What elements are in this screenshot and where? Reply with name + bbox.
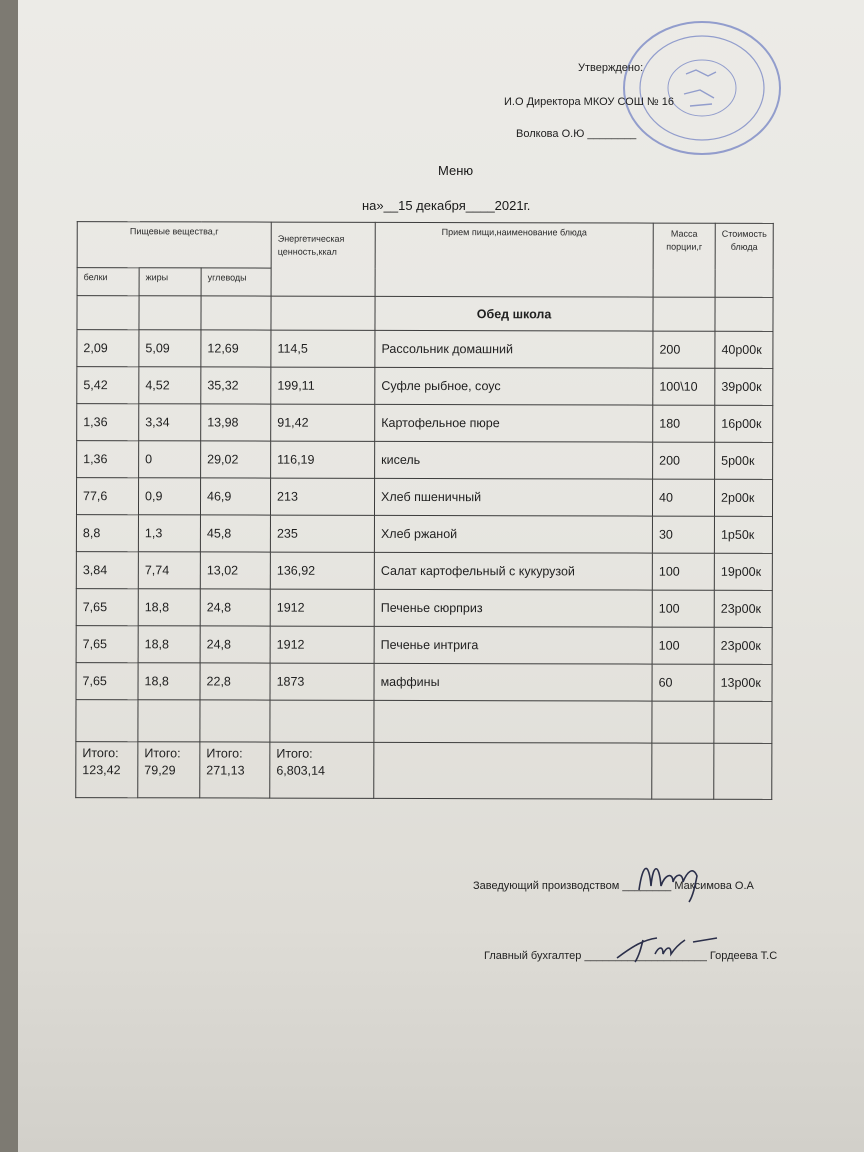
cell-cost: 40р00к: [715, 331, 773, 368]
cell-carbs: 45,8: [200, 515, 270, 552]
cell-dish: маффины: [374, 663, 652, 701]
cell-carbs: 24,8: [200, 626, 270, 663]
cell-energy: 91,42: [271, 404, 375, 441]
cell-carbs: 13,02: [200, 552, 270, 589]
cell-protein: 1,36: [77, 441, 139, 478]
cell-protein: 77,6: [76, 478, 138, 515]
table-row: [76, 626, 772, 665]
cell-dish: кисель: [375, 441, 653, 479]
table-row: [76, 663, 772, 702]
table-row: [76, 552, 772, 591]
header-cost: Стоимость блюда: [715, 223, 773, 297]
cell-dish: Печенье интрига: [374, 626, 652, 664]
date-line: на»__15 декабря____2021г.: [362, 198, 531, 213]
total-energy-value: 6,803,14: [276, 763, 326, 778]
cell-energy: 199,11: [271, 367, 375, 404]
header-mass: Масса порции,г: [653, 223, 715, 297]
head-sign-line: ________: [622, 880, 672, 892]
cell-cost: 16р00к: [715, 405, 773, 442]
round-seal-stamp: [616, 18, 784, 156]
cell-mass: 40: [653, 479, 715, 516]
table-row: [77, 367, 773, 406]
cell-carbs: 35,32: [201, 367, 271, 404]
table-row: [76, 589, 772, 628]
cell-dish: Суфле рыбное, соус: [375, 367, 653, 405]
cell-protein: 2,09: [77, 330, 139, 367]
accountant-sign-line: ____________________: [584, 950, 707, 962]
table-row: [76, 515, 772, 554]
document-title: Меню: [438, 163, 474, 178]
cell-mass: 100: [652, 590, 714, 627]
cell-dish: Салат картофельный с кукурузой: [374, 552, 652, 590]
total-label: Итого:: [206, 746, 243, 761]
total-carbs-value: 271,13: [206, 763, 245, 778]
menu-table: [75, 221, 774, 800]
approver-position: И.О Директора МКОУ СОШ № 16: [504, 96, 674, 108]
approved-label: Утверждено:: [578, 62, 644, 74]
cell-mass: 200: [653, 331, 715, 368]
cell-cost: 23р00к: [714, 627, 772, 664]
table-row: [76, 478, 772, 517]
head-name: Максимова О.А: [674, 880, 754, 892]
cell-protein: 5,42: [77, 367, 139, 404]
cell-energy: 1873: [270, 663, 374, 700]
total-fat: [138, 742, 200, 798]
cell-carbs: 12,69: [201, 330, 271, 367]
cell-carbs: 29,02: [201, 441, 271, 478]
table-header-row: [77, 222, 773, 270]
total-fat-value: 79,29: [144, 763, 176, 778]
cell-fat: 4,52: [139, 367, 201, 404]
cell-dish: Картофельное пюре: [375, 404, 653, 442]
signature-head: [633, 852, 713, 904]
signature-accountant: [613, 928, 723, 968]
subheader-fat: жиры: [139, 268, 201, 296]
table-row: [77, 441, 773, 480]
total-protein-value: 123,42: [82, 763, 121, 778]
cell-fat: 18,8: [138, 626, 200, 663]
total-carbs: [200, 742, 270, 798]
cell-fat: 7,74: [138, 552, 200, 589]
cell-carbs: 24,8: [200, 589, 270, 626]
cell-fat: 3,34: [139, 404, 201, 441]
totals-row: [76, 742, 772, 800]
accountant-role: Главный бухгалтер: [484, 950, 582, 962]
cell-dish: Хлеб пшеничный: [375, 478, 653, 516]
head-role: Заведующий производством: [473, 880, 620, 892]
cell-energy: 1912: [270, 626, 374, 663]
cell-fat: 5,09: [139, 330, 201, 367]
cell-protein: 8,8: [76, 515, 138, 552]
cell-cost: 13р00к: [714, 664, 772, 701]
total-label: Итого:: [276, 746, 313, 761]
subheader-carbs: углеводы: [201, 268, 271, 296]
total-energy: [270, 742, 374, 798]
cell-energy: 235: [270, 515, 374, 552]
table-row: [77, 404, 773, 443]
subheader-protein: белки: [77, 268, 139, 296]
cell-cost: 1р50к: [714, 516, 772, 553]
cell-mass: 30: [652, 516, 714, 553]
cell-energy: 1912: [270, 589, 374, 626]
section-row: [77, 296, 773, 332]
cell-protein: 1,36: [77, 404, 139, 441]
cell-dish: Печенье сюрприз: [374, 589, 652, 627]
cell-mass: 100\10: [653, 368, 715, 405]
cell-cost: 5р00к: [715, 442, 773, 479]
cell-carbs: 22,8: [200, 663, 270, 700]
total-label: Итого:: [82, 746, 119, 761]
total-protein: [76, 742, 138, 798]
cell-energy: 114,5: [271, 330, 375, 367]
cell-fat: 0: [139, 441, 201, 478]
accountant-name: Гордеева Т.С: [709, 950, 778, 962]
cell-mass: 180: [653, 405, 715, 442]
cell-fat: 0,9: [138, 478, 200, 515]
header-meal: Прием пищи,наименование блюда: [375, 222, 653, 297]
cell-dish: Рассольник домашний: [375, 330, 653, 368]
cell-mass: 60: [652, 664, 714, 701]
table-row: [77, 330, 773, 369]
cell-mass: 100: [652, 627, 714, 664]
cell-cost: 2р00к: [715, 479, 773, 516]
cell-fat: 1,3: [138, 515, 200, 552]
approver-name: Волкова О.Ю ________: [516, 128, 637, 140]
cell-protein: 7,65: [76, 626, 138, 663]
section-title: Обед школа: [375, 296, 653, 331]
cell-cost: 39р00к: [715, 368, 773, 405]
cell-carbs: 13,98: [201, 404, 271, 441]
cell-dish: Хлеб ржаной: [374, 515, 652, 553]
cell-energy: 213: [271, 478, 375, 515]
cell-mass: 100: [652, 553, 714, 590]
cell-carbs: 46,9: [200, 478, 270, 515]
header-nutrients: Пищевые вещества,г: [77, 222, 271, 269]
cell-cost: 19р00к: [714, 553, 772, 590]
cell-energy: 116,19: [271, 441, 375, 478]
cell-protein: 7,65: [76, 663, 138, 700]
cell-mass: 200: [653, 442, 715, 479]
cell-protein: 3,84: [76, 552, 138, 589]
cell-cost: 23р00к: [714, 590, 772, 627]
empty-row: [76, 700, 772, 744]
total-label: Итого:: [144, 746, 181, 761]
cell-fat: 18,8: [138, 589, 200, 626]
cell-protein: 7,65: [76, 589, 138, 626]
cell-energy: 136,92: [270, 552, 374, 589]
cell-fat: 18,8: [138, 663, 200, 700]
header-energy: Энергетическая ценность,ккал: [271, 222, 375, 296]
document-page: [18, 0, 864, 1152]
